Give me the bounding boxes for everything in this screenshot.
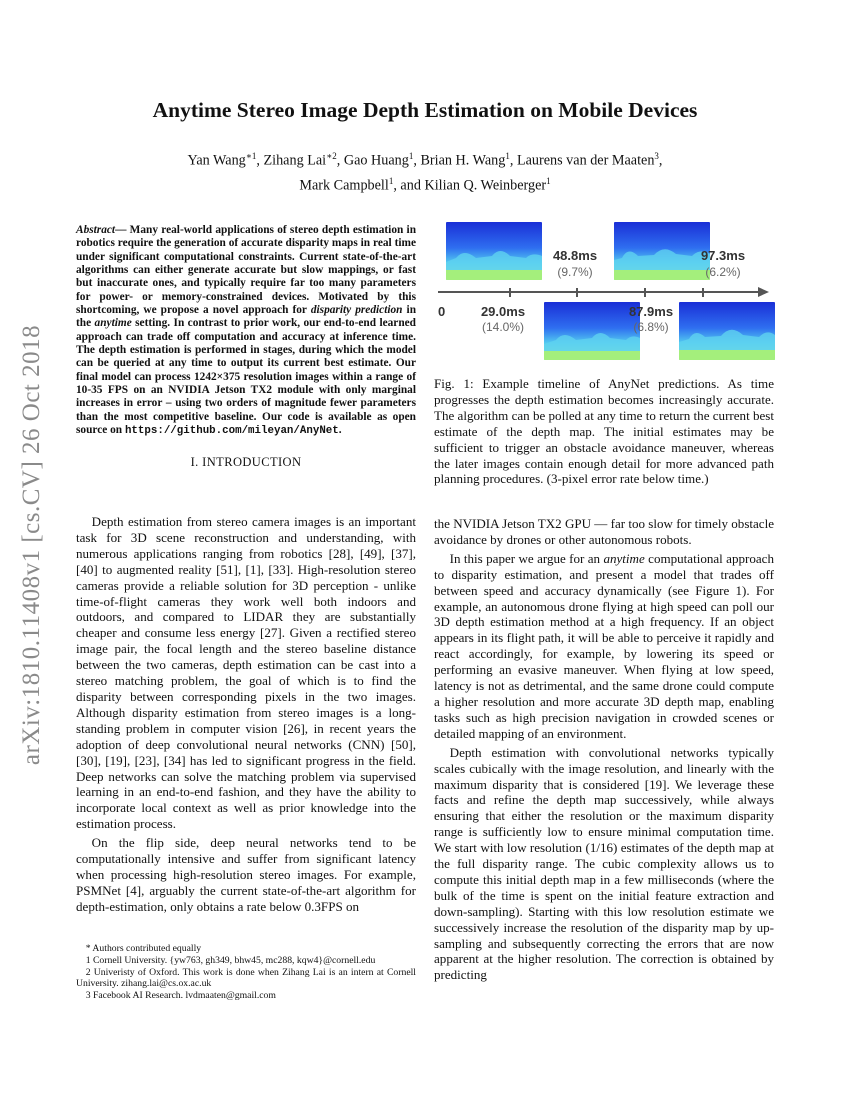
section-heading: I. INTRODUCTION — [190, 454, 302, 469]
author-list — [90, 146, 760, 195]
figure-1-timeline — [434, 222, 774, 372]
author-affiliation: ∗2 — [326, 151, 337, 161]
paper-title: Anytime Stereo Image Depth Estimation on Mobile Devices — [152, 98, 698, 122]
time-label: 48.8ms — [552, 248, 598, 263]
author-name: Gao Huang — [343, 152, 409, 169]
footnote: 1 Cornell University. {yw763, gh349, bhw45, mc288, kqw4}@cornell.edu — [85, 954, 376, 966]
abstract-dash: — — [115, 224, 130, 236]
intro-paragraph: the NVIDIA Jetson TX2 GPU — far too slow for timely obstacle avoidance by drones or other autonomous robots. — [434, 516, 775, 547]
error-label: (6.2%) — [705, 265, 741, 279]
left-column-top — [76, 224, 416, 470]
author-affiliation: 1 — [388, 175, 394, 186]
paragraph-text: computational approach to disparity estimation, and present a model that trades off between speed and accuracy dynamically (see Figure 1). For example, an autonomous drone flying at high speed can poll our 3D depth estimation method at a high frequency. If an object appears in its flight path, it will be able to perceive it rapidly and react accordingly, for example, by lowering its speed or performing an evasive maneuver. When flying at low speed, latency is not as detrimental, and the same drone could compute a higher resolution and more accurate 3D depth map, enabling tasks such as high precision navigation in crowded scenes or detailed mapping of an environment. — [434, 550, 774, 741]
depth-map-image — [446, 222, 542, 280]
author-line-2: Mark Campbell$^1$, and Kilian Q. Weinberger$^1$ — [299, 175, 551, 194]
author-conjunction: and — [400, 177, 421, 194]
intro-left-column — [76, 514, 416, 918]
arxiv-identifier — [8, 295, 56, 795]
author-name: Yan Wang — [187, 152, 246, 169]
timeline-axis — [438, 291, 760, 293]
abstract-text: in the — [76, 304, 417, 330]
abstract-end: . — [338, 424, 342, 437]
depth-map-image — [679, 302, 775, 360]
footnote: 3 Facebook AI Research. lvdmaaten@gmail.com — [85, 990, 276, 1002]
error-label: (6.8%) — [633, 320, 669, 334]
timeline-tick — [509, 288, 511, 297]
timeline-arrow-icon — [758, 287, 769, 297]
author-line-1: Yan Wang$^{∗1}$, Zihang Lai$^{∗2}$, Gao Huang$^1$, Brian H. Wang$^1$, Laurens van der Maaten$^3$, — [187, 151, 663, 169]
paragraph-text: In this paper we argue for an — [449, 550, 604, 566]
author-affiliation: 1 — [408, 151, 414, 161]
intro-paragraph — [434, 551, 774, 742]
abstract-text: Many real-world applications of stereo depth estimation in robotics require the generation of accurate disparity maps in real time under significant computational constraints. Current state-of-the-art algorithms can either generate accurate but slow mappings, or fast but inaccurate ones, and typically require far too many parameters for power- or memory-constrained devices. Motivated by this shortcoming, we propose a novel approach for — [76, 224, 416, 317]
abstract-label: Abstract — [76, 224, 116, 236]
error-label: (9.7%) — [557, 265, 593, 279]
author-name: Brian H. Wang — [420, 152, 506, 169]
time-label: 87.9ms — [628, 304, 674, 319]
abstract — [76, 224, 416, 439]
time-label: 29.0ms — [480, 304, 526, 319]
author-name: Mark Campbell — [299, 177, 389, 194]
footnote: * Authors contributed equally — [85, 943, 202, 954]
author-affiliation: 1 — [505, 151, 510, 161]
abstract-emphasis: disparity prediction — [310, 304, 403, 317]
author-name: Zihang Lai — [263, 152, 327, 169]
author-name: Laurens van der Maaten — [516, 152, 655, 169]
abstract-text: setting. In contrast to prior work, our end-to-end learned approach can trade off computation and accuracy at inference time. The depth estimation is performed in stages, during which the model can be queried at any time to output its current best estimate. Our final model can process 1242×375 resolution images within a range of 10-35 FPS on an NVIDIA Jetson TX2 module with only marginal increases in error – using two orders of magnitude fewer parameters than the most competitive baseline. Our code is available as open source on — [76, 317, 416, 437]
timeline-tick — [576, 288, 578, 297]
code-url-link[interactable]: https://github.com/mileyan/AnyNet — [124, 425, 339, 438]
intro-right-column — [434, 516, 774, 986]
author-affiliation: 1 — [546, 175, 551, 186]
paragraph-emphasis: anytime — [603, 550, 645, 566]
author-affiliation: 3 — [654, 151, 659, 161]
intro-paragraph: On the flip side, deep neural networks tend to be computationally intensive and suffer from significant latency when processing high-resolution stereo images. For example, PSMNet [4], arguably the current state-of-the-art algorithm for depth-estimation, only obtains a rate below 0.3FPS on — [76, 835, 416, 914]
timeline-tick — [702, 288, 704, 297]
footnote: 2 Univeristy of Oxford. This work is done when Zihang Lai is an intern at Cornell University. zihang.lai@cs.ox.ac.uk — [76, 966, 416, 990]
error-label: (14.0%) — [481, 320, 525, 334]
abstract-emphasis: anytime — [94, 317, 132, 330]
author-name: Kilian Q. Weinberger — [424, 177, 547, 194]
intro-paragraph: Depth estimation with convolutional networks typically scales cubically with the image resolution, and linearly with the maximum disparity that is considered [19]. We leverage these facts and refine the depth map successively, while always ensuring that either the resolution or the maximum disparity range is sufficiently low to ensure minimal computation time. We start with low resolution (1/16) estimates of the depth map at the full disparity range. The cubic complexity allows us to compute this initial depth map in a few milliseconds (where the bulk of the time is spent on the initial feature extraction and down-sampling). Starting with this low resolution estimate we successively increase the resolution of the disparity map by up-sampling and subsequently correcting the errors that are now apparent at the higher resolution. The correction is obtained by predicting — [434, 744, 774, 983]
intro-paragraph: Depth estimation from stereo camera images is an important task for 3D scene reconstruction and understanding, with numerous applications ranging from robotics [28], [49], [37], [40] to augmented reality [51], [1], [33]. High-resolution stereo cameras provide a reliable solution for 3D perception - unlike time-of-flight cameras they work well both indoors and outdoors, and compared to LIDAR they are substantially cheaper and consume less energy [27]. Given a rectified stereo image pair, the focal length and the stereo baseline distance between the two cameras, depth estimation can be cast into a stereo matching problem, the goal of which is to find the disparity between corresponding pixels in the two images. Although disparity estimation from stereo images is a long-standing problem in computer vision [26], in recent years the adoption of deep convolutional neural networks (CNN) [50], [30], [19], [23], [34] has led to significant progress in the field. Deep networks can solve the matching problem via supervised learning in an end-to-end fashion, and they have the ability to incorporate local context as well as prior knowledge into the estimation process. — [76, 514, 416, 832]
figure-caption: Fig. 1: Example timeline of AnyNet predictions. As time progresses the depth estimation becomes increasingly accurate. The algorithm can be polled at any time to return the current best estimate of the depth map. The initial estimates may be sufficient to trigger an obstacle avoidance maneuver, whereas the later images contain enough detail for more advanced path planning procedures. (3-pixel error rate below time.) — [434, 376, 774, 487]
time-label: 97.3ms — [700, 248, 746, 263]
arxiv-id-text: arXiv:1810.11408v1 [cs.CV] 26 Oct 2018 — [18, 324, 45, 766]
author-affiliation: ∗1 — [245, 151, 257, 161]
timeline-tick — [644, 288, 646, 297]
timeline-start-label: 0 — [438, 304, 446, 319]
footnotes — [76, 943, 416, 1002]
